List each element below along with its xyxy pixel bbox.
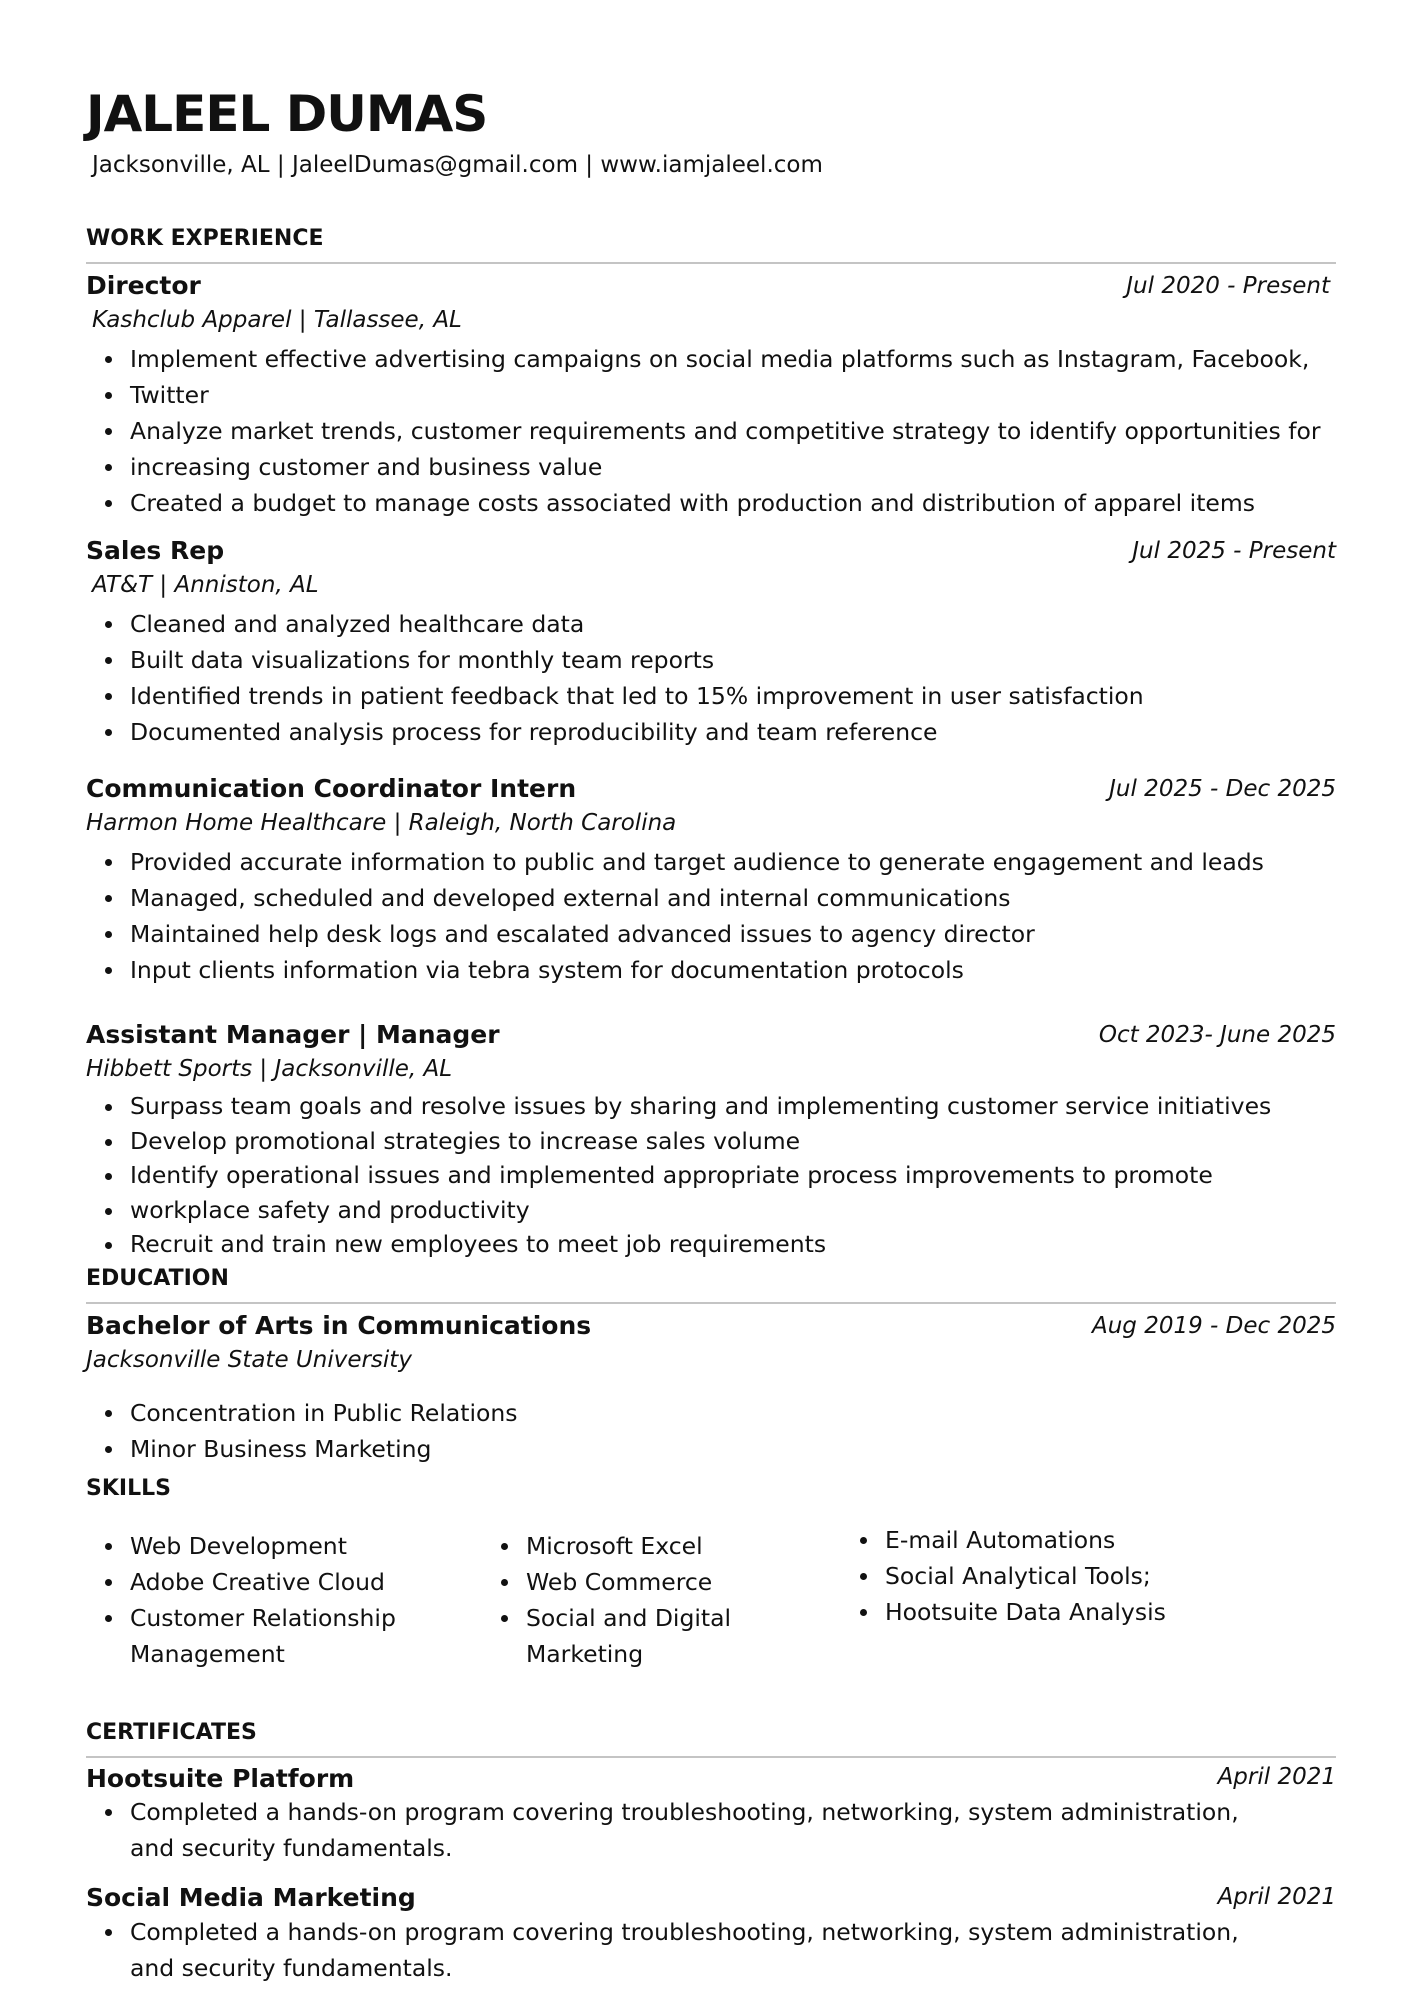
list-item: Input clients information via tebra system for documentation protocols [86,952,1264,988]
skill-item: Social Analytical Tools; [841,1558,1166,1594]
skill-item: E-mail Automations [841,1522,1166,1558]
list-item: Analyze market trends, customer requirements and competitive strategy to identify opportunities for [86,413,1321,449]
job-organization: Hibbett Sports | Jacksonville, AL [86,1056,453,1082]
skill-item: Microsoft Excel [482,1528,782,1564]
skill-item: Web Commerce [482,1564,782,1600]
job-organization: Kashclub Apparel | Tallassee, AL [92,307,462,333]
certificate-title: Hootsuite Platform [86,1764,355,1793]
list-item: workplace safety and productivity [86,1193,1271,1228]
education-bullet-list [86,1395,518,1467]
list-item: Completed a hands-on program covering troubleshooting, networking, system administration, and security fundamentals. [86,1794,1286,1866]
list-item: Maintained help desk logs and escalated advanced issues to agency director [86,916,1264,952]
certificate-title: Social Media Marketing [86,1883,416,1912]
school-name: Jacksonville State University [86,1347,412,1373]
job-date: Jul 2020 - Present [1126,273,1330,299]
skill-item: Social and Digital Marketing [482,1600,782,1672]
list-item: Implement effective advertising campaigns on social media platforms such as Instagram, Facebook, [86,341,1321,377]
job-bullet-list [86,1089,1271,1262]
job-organization: AT&T | Anniston, AL [92,572,319,598]
certificates-heading: CERTIFICATES [86,1720,257,1745]
list-item: increasing customer and business value [86,449,1321,485]
section-divider [86,1756,1336,1758]
education-date: Aug 2019 - Dec 2025 [1091,1313,1336,1339]
list-item: Concentration in Public Relations [86,1395,518,1431]
list-item: Managed, scheduled and developed external and internal communications [86,880,1264,916]
job-title: Director [86,271,201,300]
job-date: Jul 2025 - Present [1132,538,1336,564]
certificate-bullet-list [86,1914,1286,1986]
job-organization: Harmon Home Healthcare | Raleigh, North Carolina [86,810,677,836]
skill-item: Customer Relationship Management [86,1600,416,1672]
contact-line: Jacksonville, AL | JaleelDumas@gmail.com | www.iamjaleel.com [92,152,823,178]
list-item: Created a budget to manage costs associated with production and distribution of apparel items [86,485,1321,521]
education-heading: EDUCATION [86,1266,229,1291]
job-date: Oct 2023- June 2025 [1098,1022,1336,1048]
list-item: Completed a hands-on program covering troubleshooting, networking, system administration, and security fundamentals. [86,1914,1286,1986]
list-item: Identify operational issues and implemented appropriate process improvements to promote [86,1158,1271,1193]
skills-column-3 [841,1522,1166,1630]
section-divider [86,262,1336,264]
skill-item: Web Development [86,1528,416,1564]
skill-item: Adobe Creative Cloud [86,1564,416,1600]
skills-heading: SKILLS [86,1476,171,1501]
job-bullet-list [86,606,1144,750]
list-item: Minor Business Marketing [86,1431,518,1467]
list-item: Twitter [86,377,1321,413]
candidate-name: JALEEL DUMAS [86,85,488,143]
skills-column-2 [482,1528,782,1672]
list-item: Built data visualizations for monthly team reports [86,642,1144,678]
work-experience-heading: WORK EXPERIENCE [86,226,324,251]
job-title: Assistant Manager | Manager [86,1020,500,1049]
section-divider [86,1302,1336,1304]
list-item: Surpass team goals and resolve issues by sharing and implementing customer service initiatives [86,1089,1271,1124]
list-item: Documented analysis process for reproducibility and team reference [86,714,1144,750]
job-title: Communication Coordinator Intern [86,774,577,803]
list-item: Provided accurate information to public and target audience to generate engagement and leads [86,844,1264,880]
skill-item: Hootsuite Data Analysis [841,1594,1166,1630]
job-title: Sales Rep [86,536,225,565]
job-bullet-list [86,341,1321,521]
list-item: Develop promotional strategies to increase sales volume [86,1124,1271,1159]
list-item: Cleaned and analyzed healthcare data [86,606,1144,642]
skills-column-1 [86,1528,416,1672]
certificate-date: April 2021 [1217,1764,1336,1790]
job-bullet-list [86,844,1264,988]
list-item: Identified trends in patient feedback that led to 15% improvement in user satisfaction [86,678,1144,714]
certificate-bullet-list [86,1794,1286,1866]
job-date: Jul 2025 - Dec 2025 [1109,776,1336,802]
degree-title: Bachelor of Arts in Communications [86,1311,592,1340]
certificate-date: April 2021 [1217,1884,1336,1910]
list-item: Recruit and train new employees to meet job requirements [86,1227,1271,1262]
